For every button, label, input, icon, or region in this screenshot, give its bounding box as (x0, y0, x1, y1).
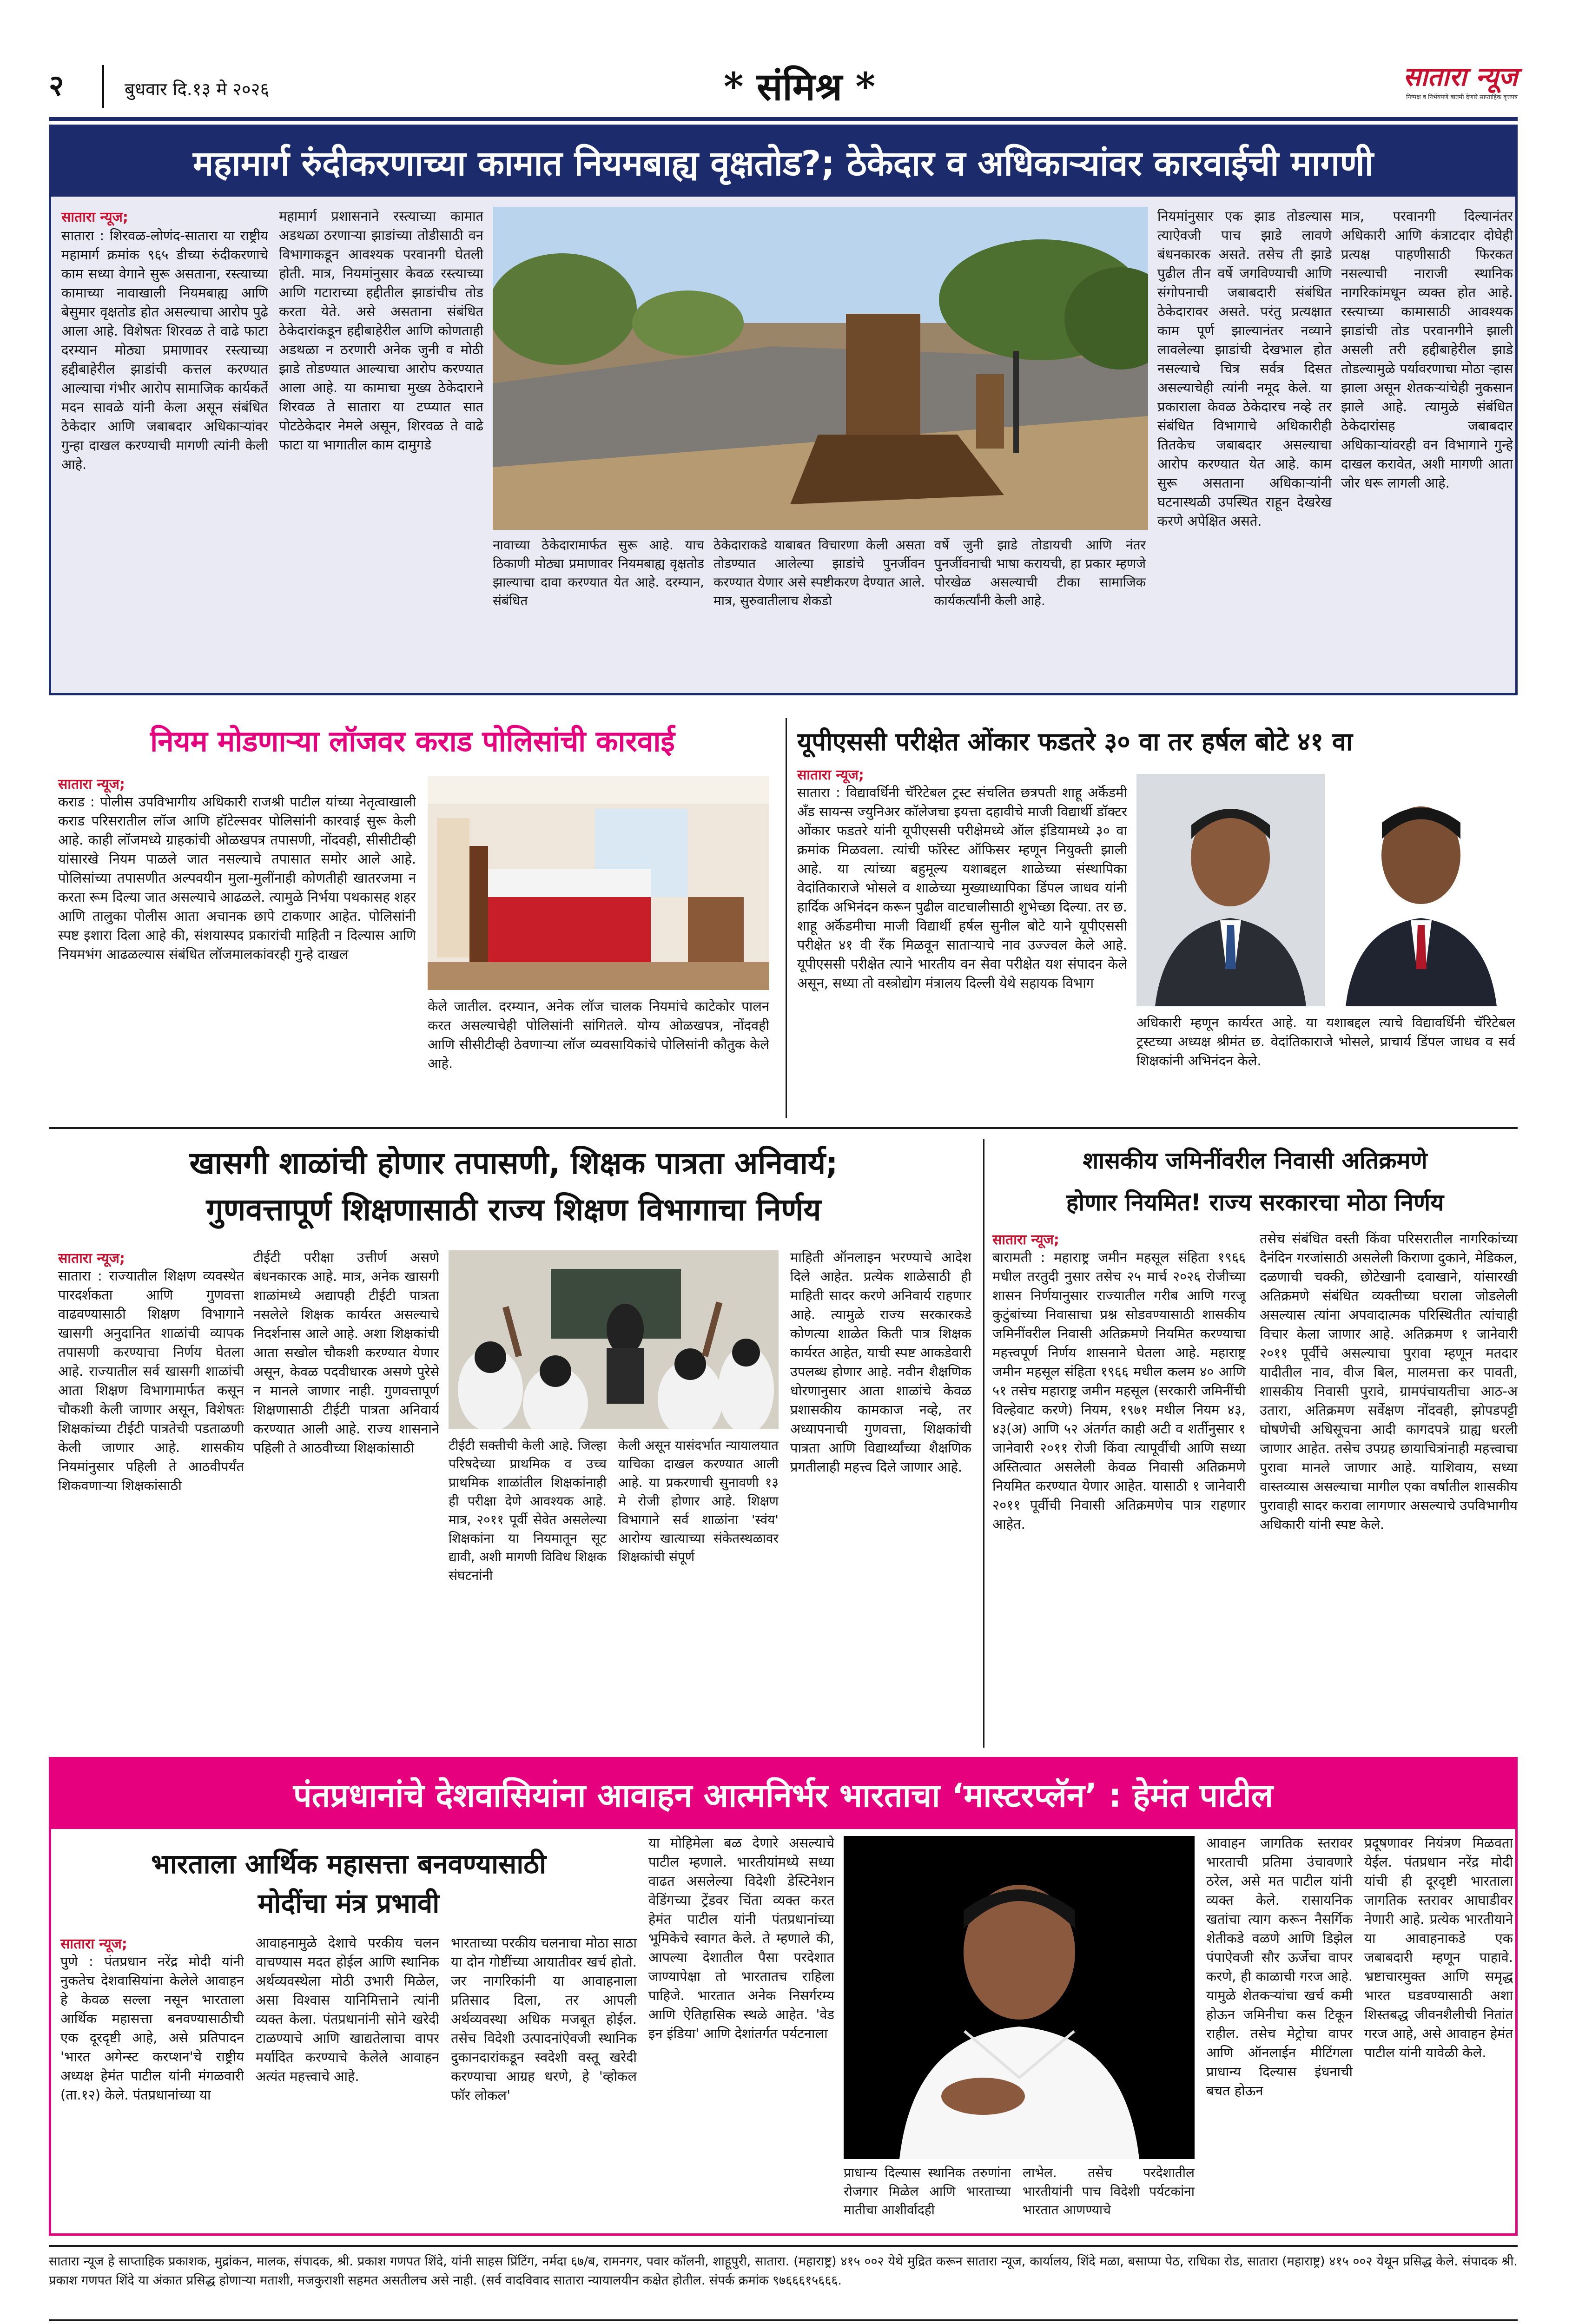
story-source: सातारा न्यूज; (58, 776, 125, 792)
story-column: आवाहन जागतिक स्तरावर भारताची प्रतिमा उंचावणारे ठरेल, असे मत पाटील यांनी व्यक्त केले. रासायनिक खतांचा त्याग करून नैसर्गिक शेतीकडे वळणे आणि डिझेल पंपाऐवजी सौर ऊर्जेचा वापर करणे, ही काळाची गरज आहे. यामुळे शेतकऱ्यांचा खर्च कमी होऊन जमिनीचा कस टिकून राहील. तसेच मेट्रोचा वापर आणि ऑनलाईन मीटिंगला प्राधान्य दिल्यास इंधनाची बचत होऊन (1206, 1835, 1353, 2099)
story-headline: शासकीय जमिनींवरील निवासी अतिक्रमणे (1083, 1147, 1427, 1174)
masthead (0, 0, 1592, 123)
page-number: २ (49, 68, 64, 102)
photo-caption: वर्षे जुनी झाडे तोडायची आणि नंतर पुनर्जीवनाची भाषा करायची, हा प्रकार म्हणजे पोरखेळ असल्याची टीका सामाजिक कार्यकर्त्यांनी केली आहे. (934, 537, 1146, 608)
photo-caption: लाभेल. तसेच परदेशातील भारतीयांनी पाच विदेशी पर्यटकांना भारतात आणण्याचे (1023, 2165, 1195, 2218)
story-land-encroachments (992, 1139, 1518, 1752)
story-source: सातारा न्यूज; (60, 1936, 127, 1952)
photo-caption: नावाच्या ठेकेदारामार्फत सुरू आहे. याच ठिकाणी मोठ्या प्रमाणावर नियमबाह्य वृक्षतोड झाल्याचा दावा करण्यात येत आहे. दरम्यान, संबंधित (493, 537, 704, 608)
story-headline: नियम मोडणाऱ्या लॉजवर कराड पोलिसांची कारवाई (150, 724, 675, 758)
story-source: सातारा न्यूज; (797, 767, 864, 783)
story-pm-appeal (49, 1757, 1518, 2236)
story-column: केले जातील. दरम्यान, अनेक लॉज चालक नियमांचे काटेकोर पालन करत असल्याचेही पोलिसांनी सांगितले. योग्य ओळखपत्र, नोंदवही आणि सीसीटीव्ही ठेवणाऱ्या लॉज व्यवसायिकांचे पोलिसांनी कौतुक केले आहे. (428, 998, 769, 1071)
portrait-photo (1327, 774, 1515, 1006)
story-headline: होणार नियमित! राज्य सरकारचा मोठा निर्णय (1066, 1189, 1444, 1216)
dateline: बुधवार दि.१३ मे २०२६ (125, 79, 270, 99)
story-column: अधिकारी म्हणून कार्यरत आहे. या यशाबद्दल त्याचे विद्यावर्धिनी चॅरिटेबल ट्रस्टच्या अध्यक्ष श्रीमंत छ. वेदांतिकाराजे भोसले, प्राचार्य डिंपल जाधव व सर्व शिक्षकांनी अभिनंदन केले. (1136, 1015, 1515, 1069)
photo-caption: प्राधान्य दिल्यास स्थानिक तरुणांना रोजगार मिळेल आणि भारताच्या मातीचा आशीर्वादही (844, 2165, 1011, 2218)
story-source: सातारा न्यूज; (61, 209, 128, 225)
photo-caption: ठेकेदाराकडे याबाबत विचारणा केली असता तोडण्यात आलेल्या झाडांचे पुनर्जीवन करण्यात येणार असे स्पष्टीकरण देण्यात आले. मात्र, सुरुवातीलाच शेकडो (713, 537, 925, 608)
story-column: पुणे : पंतप्रधान नरेंद्र मोदी यांनी नुकतेच देशवासियांना केलेले आवाहन हे केवळ सल्ला नसून भारताला आर्थिक महासत्ता बनवण्यासाठीची एक दूरदृष्टी आहे, असे प्रतिपादन 'भारत अगेन्स्ट करप्शन'चे राष्ट्रीय अध्यक्ष हेमंत पाटील यांनी मंगळवारी (ता.१२) केले. पंतप्रधानांच्या या (60, 1954, 244, 2103)
photo-caption: टीईटी सक्तीची केली आहे. जिल्हा परिषदेच्या प्राथमिक व उच्च प्राथमिक शाळांतील शिक्षकांनाही ही परीक्षा देणे आवश्यक आहे. मात्र, २०११ पूर्वी सेवेत असलेल्या शिक्षकांना या नियमातून सूट द्यावी, अशी मागणी विविध शिक्षक संघटनांनी (449, 1438, 607, 1583)
news-photo (428, 776, 769, 990)
story-column: मात्र, परवानगी दिल्यानंतर अधिकारी आणि कंत्राटदार दोघेही प्रत्यक्ष पाहणीसाठी फिरकत नसल्याची नाराजी स्थानिक नागरिकांमधून व्यक्त होत आहे. रस्त्याच्या कामासाठी आवश्यक झाडांची तोड परवानगीने झाली असली तरी हद्दीबाहेरील झाडे तोडल्यामुळे पर्यावरणाचा मोठा ऱ्हास झाला असून शेतकऱ्यांचेही नुकसान झाले आहे. त्यामुळे संबंधित ठेकेदारांसह जबाबदार अधिकाऱ्यांवरही वन विभागाने गुन्हे दाखल करावेत, अशी मागणी आता जोर धरू लागली आहे. (1341, 208, 1513, 491)
story-column: भारताच्या परकीय चलनाचा मोठा साठा या दोन गोष्टींच्या आयातीवर खर्च होतो. जर नागरिकांनी या आवाहनाला प्रतिसाद दिला, तर आपली अर्थव्यवस्था अधिक मजबूत होईल. तसेच विदेशी उत्पादनांऐवजी स्थानिक दुकानदारांकडून स्वदेशी वस्तू खरेदी करण्याचा आग्रह धरणे, हे 'व्होकल फॉर लोकल' (451, 1935, 637, 2103)
story-column: नियमांनुसार एक झाड तोडल्यास त्याऐवजी पाच झाडे लावणे बंधनकारक असते. तसेच ती झाडे पुढील तीन वर्षे जगविण्याची आणि संगोपनाची जबाबदारी संबंधित ठेकेदारावर असते. परंतु प्रत्यक्षात काम पूर्ण झाल्यानंतर नव्याने लावलेल्या झाडांची देखभाल होत नसल्याचे चित्र सर्वत्र दिसत असल्याचेही त्यांनी नमूद केले. या प्रकाराला केवळ ठेकेदारच नव्हे तर संबंधित विभागाचे अधिकारीही तितकेच जबाबदार असल्याचा आरोप करण्यात येत आहे. काम सुरू असताना अधिकाऱ्यांनी घटनास्थळी उपस्थित राहून देखरेख करणे अपेक्षित असते. (1157, 208, 1332, 529)
story-column: आवाहनामुळे देशाचे परकीय चलन वाचण्यास मदत होईल आणि स्थानिक अर्थव्यवस्थेला मोठी उभारी मिळेल, असा विश्वास यानिमित्ताने त्यांनी व्यक्त केला. पंतप्रधानांनी सोने खरेदी टाळण्याचे आणि खाद्यतेलाचा वापर मर्यादित करण्याचे केलेले आवाहन अत्यंत महत्त्वाचे आहे. (256, 1935, 439, 2084)
story-source: सातारा न्यूज; (58, 1250, 125, 1267)
story-column: टीईटी परीक्षा उत्तीर्ण असणे बंधनकारक आहे. मात्र, अनेक खासगी शाळांमध्ये अद्यापही टीईटी पात्रता नसलेले शिक्षक कार्यरत असल्याचे निदर्शनास आले आहे. अशा शिक्षकांची आता सखोल चौकशी करण्यात येणार असून, केवळ पदवीधारक असणे पुरेसे न मानले जाणार नाही. गुणवत्तापूर्ण शिक्षणासाठी टीईटी पात्रता अनिवार्य करण्यात आली आहे. राज्य शासनाने पहिली ते आठवीच्या शिक्षकांसाठी (253, 1249, 439, 1456)
story-headline: भारताला आर्थिक महासत्ता बनवण्यासाठी (151, 1848, 546, 1880)
masthead-rule (49, 117, 1518, 121)
story-column: सातारा : विद्यावर्धिनी चॅरिटेबल ट्रस्ट संचलित छत्रपती शाहू अर्कॅडमी अँड सायन्स ज्युनिअर कॉलेजचा इयत्ता दहावीचे माजी विद्यार्थी डॉक्टर ओंकार फडतरे यांनी यूपीएससी परीक्षेमध्ये ऑल इंडियामध्ये ३० वा क्रमांक मिळवला. त्यांची फॉरेस्ट ऑफिसर म्हणून नियुक्ती झाली आहे. या त्यांच्या बहुमूल्य यशाबद्दल शाळेच्या संस्थापिका वेदांतिकाराजे भोसले व शाळेच्या मुख्याध्यापिका डिंपल जाधव यांनी हार्दिक अभिनंदन करून पुढील वाटचालीसाठी शुभेच्छा दिल्या. तर छ. शाहू अर्कॅडमीचा माजी विद्यार्थी हर्षल सुनील बोटे याने यूपीएससी परीक्षेत ४१ वी रँक मिळवून साताऱ्याचे नाव उज्ज्वल केले आहे. यूपीएससी परीक्षेत त्याने भारतीय वन सेवा परीक्षेत यश संपादन केले असून, सध्या तो वस्त्रोद्योग मंत्रालय दिल्ली येथे सहायक विभाग (797, 785, 1127, 991)
news-photo (449, 1250, 779, 1429)
story-headline: महामार्ग रुंदीकरणाच्या कामात नियमबाह्य वृक्षतोड?; ठेकेदार व अधिकाऱ्यांवर कारवाईची मागणी (51, 127, 1515, 197)
logo-tagline: निष्पक्ष व निर्भयपणे बातमी देणारे साप्ताहिक वृत्तपत्र (1406, 94, 1518, 101)
story-column: कराड : पोलीस उपविभागीय अधिकारी राजश्री पाटील यांच्या नेतृत्वाखाली कराड परिसरातील लॉज आणि हॉटेल्सवर पोलिसांनी कारवाई सुरू केली आहे. काही लॉजमध्ये ग्राहकांची ओळखपत्र तपासणी, नोंदवही, सीसीटीव्ही यांसारखे नियम पाळले जात नसल्याचे तपासात समोर आले आहे. पोलिसांच्या तपासणीत अल्पवयीन मुला-मुलींनाही कोणतीही खातरजमा न करता रूम दिल्या जात असल्याचे आढळले. त्यामुळे निर्भया पथकासह शहर आणि तालुका पोलीस आता अचानक छापे टाकणार आहेत. पोलिसांनी स्पष्ट इशारा दिला आहे की, संशयास्पद प्रकारांची माहिती न दिल्यास आणि नियमभंग आढळल्यास संबंधित लॉजमालकांवरही गुन्हे दाखल (58, 794, 416, 962)
page-number-divider (102, 65, 104, 108)
story-headline: खासगी शाळांची होणार तपासणी, शिक्षक पात्रता अनिवार्य; (189, 1145, 838, 1181)
story-column: प्रदूषणावर नियंत्रण मिळवता येईल. पंतप्रधान नरेंद्र मोदी यांची ही दूरदृष्टी भारताला जागतिक स्तरावर आघाडीवर नेणारी आहे. प्रत्येक भारतीयाने या आवाहनाकडे एक जबाबदारी म्हणून पाहावे. भ्रष्टाचारमुक्त आणि समृद्ध भारत घडवण्यासाठी अशा शिस्तबद्ध जीवनशैलीची नितांत गरज आहे, असे आवाहन हेमंत पाटील यांनी यावेळी केले. (1364, 1835, 1513, 2060)
story-private-schools (49, 1139, 978, 1752)
story-upsc (797, 718, 1518, 1122)
story-column: बारामती : महाराष्ट्र जमीन महसूल संहिता १९६६ मधील तरतुदी नुसार तसेच २५ मार्च २०२६ रोजीच्या शासन निर्णयानुसार राज्यातील गरीब आणि गरजू कुटुंबांच्या निवासाचा प्रश्न सोडवण्यासाठी शासकीय जमिनींवरील निवासी अतिक्रमणे नियमित करण्याचा महत्त्वपूर्ण निर्णय शासनाने घेतला आहे. महाराष्ट्र जमीन महसूल संहिता १९६६ मधील कलम ४० आणि ५१ तसेच महाराष्ट्र जमीन महसूल (सरकारी जमिनींची विल्हेवाट करणे) नियम, १९७१ मधील नियम ४३, ४३(अ) आणि ५२ अंतर्गत काही अटी व शर्तीनुसार १ जानेवारी २०११ रोजी किंवा त्यापूर्वीची आणि सध्या अस्तित्वात असलेली केवळ निवासी अतिक्रमणे नियमित करण्यात येणार आहेत. यासाठी १ जानेवारी २०११ पूर्वीची निवासी अतिक्रमणेच पात्र राहणार आहेत. (992, 1249, 1246, 1532)
story-column: माहिती ऑनलाइन भरण्याचे आदेश दिले आहेत. प्रत्येक शाळेसाठी ही माहिती सादर करणे अनिवार्य राहणार आहे. त्यामुळे राज्य सरकारकडे कोणत्या शाळेत किती पात्र शिक्षक कार्यरत आहेत, याची स्पष्ट आकडेवारी उपलब्ध होणार आहे. नवीन शैक्षणिक धोरणानुसार आता शाळांचे केवळ प्रशासकीय कामकाज नव्हे, तर अध्यापनाची गुणवत्ता, शिक्षकांची पात्रता आणि विद्यार्थ्यांच्या शैक्षणिक प्रगतीलाही महत्त्व दिले जाणार आहे. (790, 1249, 971, 1475)
photo-caption: केली असून यासंदर्भात न्यायालयात याचिका दाखल करण्यात आली आहे. या प्रकरणाची सुनावणी १३ मे रोजी होणार आहे. शिक्षण विभागाने सर्व शाळांना 'स्वंय' आरोग्य खात्याच्या संकेतस्थळावर शिक्षकांची संपूर्ण (618, 1438, 779, 1565)
story-headline: यूपीएससी परीक्षेत ओंकार फडतरे ३० वा तर हर्षल बोटे ४१ वा (797, 726, 1353, 756)
news-photo (493, 207, 1148, 530)
story-column: या मोहिमेला बळ देणारे असल्याचे पाटील म्हणाले. भारतीयांमध्ये सध्या वाढत असलेल्या विदेशी डेस्टिनेशन वेडिंगच्या ट्रेंडवर चिंता व्यक्त करत हेमंत पाटील यांनी पंतप्रधानांच्या भूमिकेचे स्वागत केले. ते म्हणाले की, आपल्या देशातील पैसा परदेशात जाण्यापेक्षा तो भारतातच राहिला पाहिजे. भारतात अनेक निसर्गरम्य आणि ऐतिहासिक स्थळे आहेत. 'वेड इन इंडिया' आणि देशांतर्गत पर्यटनाला (648, 1835, 834, 2041)
portrait-photo (1136, 774, 1325, 1006)
story-column: सातारा : राज्यातील शिक्षण व्यवस्थेत पारदर्शकता आणि गुणवत्ता वाढवण्यासाठी शिक्षण विभागाने खासगी अनुदानित शाळांची व्यापक तपासणी करण्याचा निर्णय घेतला आहे. राज्यातील सर्व खासगी शाळांची आता शिक्षण विभागामार्फत कसून चौकशी केली जाणार असून, विशेषतः शिक्षकांच्या टीईटी पात्रतेची पडताळणी केली जाणार आहे. शासकीय नियमांनुसार पहिली ते आठवीपर्यंत शिकवणाऱ्या शिक्षकांसाठी (58, 1268, 244, 1493)
story-headline: गुणवत्तापूर्ण शिक्षणासाठी राज्य शिक्षण विभागाचा निर्णय (206, 1192, 821, 1228)
portrait-photo (844, 1836, 1195, 2159)
footer-rule (49, 2245, 1518, 2247)
footer-rule (49, 2319, 1518, 2321)
story-highway-tree-felling (49, 125, 1518, 695)
section-title: * संमिश्र * (723, 65, 876, 109)
story-column: महामार्ग प्रशासनाने रस्त्याच्या कामात अडथळा ठरणाऱ्या झाडांच्या तोडीसाठी वन विभागाकडून आवश्यक परवानगी घेतली होती. मात्र, नियमांनुसार केवळ रस्त्याच्या आणि गटाराच्या हद्दीतील झाडांचीच तोड करता येते. असे असताना संबंधित ठेकेदारांकडून हद्दीबाहेरील आणि कोणताही अडथळा न ठरणारी अनेक जुनी व मोठी झाडे तोडण्यात आल्याचा आरोप करण्यात आला आहे. या कामाचा मुख्य ठेकेदाराने शिरवळ ते सातारा या टप्प्यात सात पोटठेकेदार नेमले असून, शिरवळ ते वाढे फाटा या भागातील काम दामुगडे (279, 208, 483, 453)
story-source: सातारा न्यूज; (992, 1232, 1059, 1248)
logo-text: सातारा न्यूज (1403, 61, 1518, 92)
column-divider (983, 1139, 984, 1748)
column-divider (786, 718, 787, 1118)
logo (1304, 60, 1518, 114)
story-column: सातारा : शिरवळ-लोणंद-सातारा या राष्ट्रीय महामार्ग क्रमांक ९६५ डीच्या रुंदीकरणाचे काम सध्या वेगाने सुरू असताना, रस्त्याच्या कामाच्या नावाखाली नियमबाह्य आणि बेसुमार वृक्षतोड होत असल्याचा आरोप पुढे आला आहे. विशेषतः शिरवळ ते वाढे फाटा दरम्यान मोठ्या प्रमाणावर रस्त्याच्या हद्दीबाहेरील झाडांची कत्तल करण्यात आल्याचा गंभीर आरोप सामाजिक कार्यकर्ते मदन सावळे यांनी केला असून संबंधित ठेकेदार आणि जबाबदार अधिकाऱ्यांवर गुन्हा दाखल करण्याची मागणी त्यांनी केली आहे. (61, 228, 268, 472)
story-karad-lodge (49, 718, 776, 1122)
story-column: तसेच संबंधित वस्ती किंवा परिसरातील नागरिकांच्या दैनंदिन गरजांसाठी असलेली किराणा दुकाने, मेडिकल, दळणाची चक्की, छोटेखानी दवाखाने, यांसारखी अतिक्रमणे संबंधित व्यक्तीच्या घराला जोडलेली असल्यास त्यांना अपवादात्मक परिस्थितीत त्यांचाही विचार केला जाणार आहे. अतिक्रमण १ जानेवारी २०११ पूर्वीचे असल्याचा पुरावा म्हणून मतदार यादीतील नाव, वीज बिल, मालमत्ता कर पावती, शासकीय निवासी पुरावे, ग्रामपंचायतीचा आठ-अ उतारा, अतिक्रमण सर्वेक्षण नोंदवही, झोपडपट्टी घोषणेची अधिसूचना आदी कागदपत्रे ग्राह्य धरली जाणार आहेत. तसेच उपग्रह छायाचित्रांनाही महत्त्वाचा पुरावा मानले जाणार आहे. याशिवाय, सध्या वास्तव्यास असल्याचा मागील एका वर्षातील शासकीय पुरावाही सादर करावा लागणार असल्याचे उपविभागीय अधिकारी यांनी स्पष्ट केले. (1260, 1231, 1518, 1532)
story-headline: मोदींचा मंत्र प्रभावी (258, 1888, 440, 1919)
imprint-marathi: सातारा न्यूज हे साप्ताहिक प्रकाशक, मुद्रांकन, मालक, संपादक, श्री. प्रकाश गणपत शिंदे, यांनी साहस प्रिंटिंग, नर्मदा ६७/ब, रामनगर, पवार कॉलनी, शाहूपुरी, सातारा. (महाराष्ट्र) ४१५ ००२ येथे मुद्रित करून सातारा न्यूज, कार्यालय, शिंदे मळा, बसाप्पा पेठ, राधिका रोड, सातारा (महाराष्ट्र) ४१५ ००२ येथून प्रसिद्ध केले. संपादक श्री. प्रकाश गणपत शिंदे या अंकात प्रसिद्ध होणाऱ्या मताशी, मजकुराशी सहमत असतीलच असे नाही. (सर्व वादविवाद सातारा न्यायालयीन कक्षेत होतील. संपर्क क्रमांक ९७६६६१५६६६. (49, 2254, 1518, 2288)
story-banner: पंतप्रधानांचे देशवासियांना आवाहन आत्मनिर्भर भारताचा ‘मास्टरप्लॅन’ : हेमंत पाटील (51, 1759, 1515, 1829)
section-rule (49, 1127, 1518, 1129)
